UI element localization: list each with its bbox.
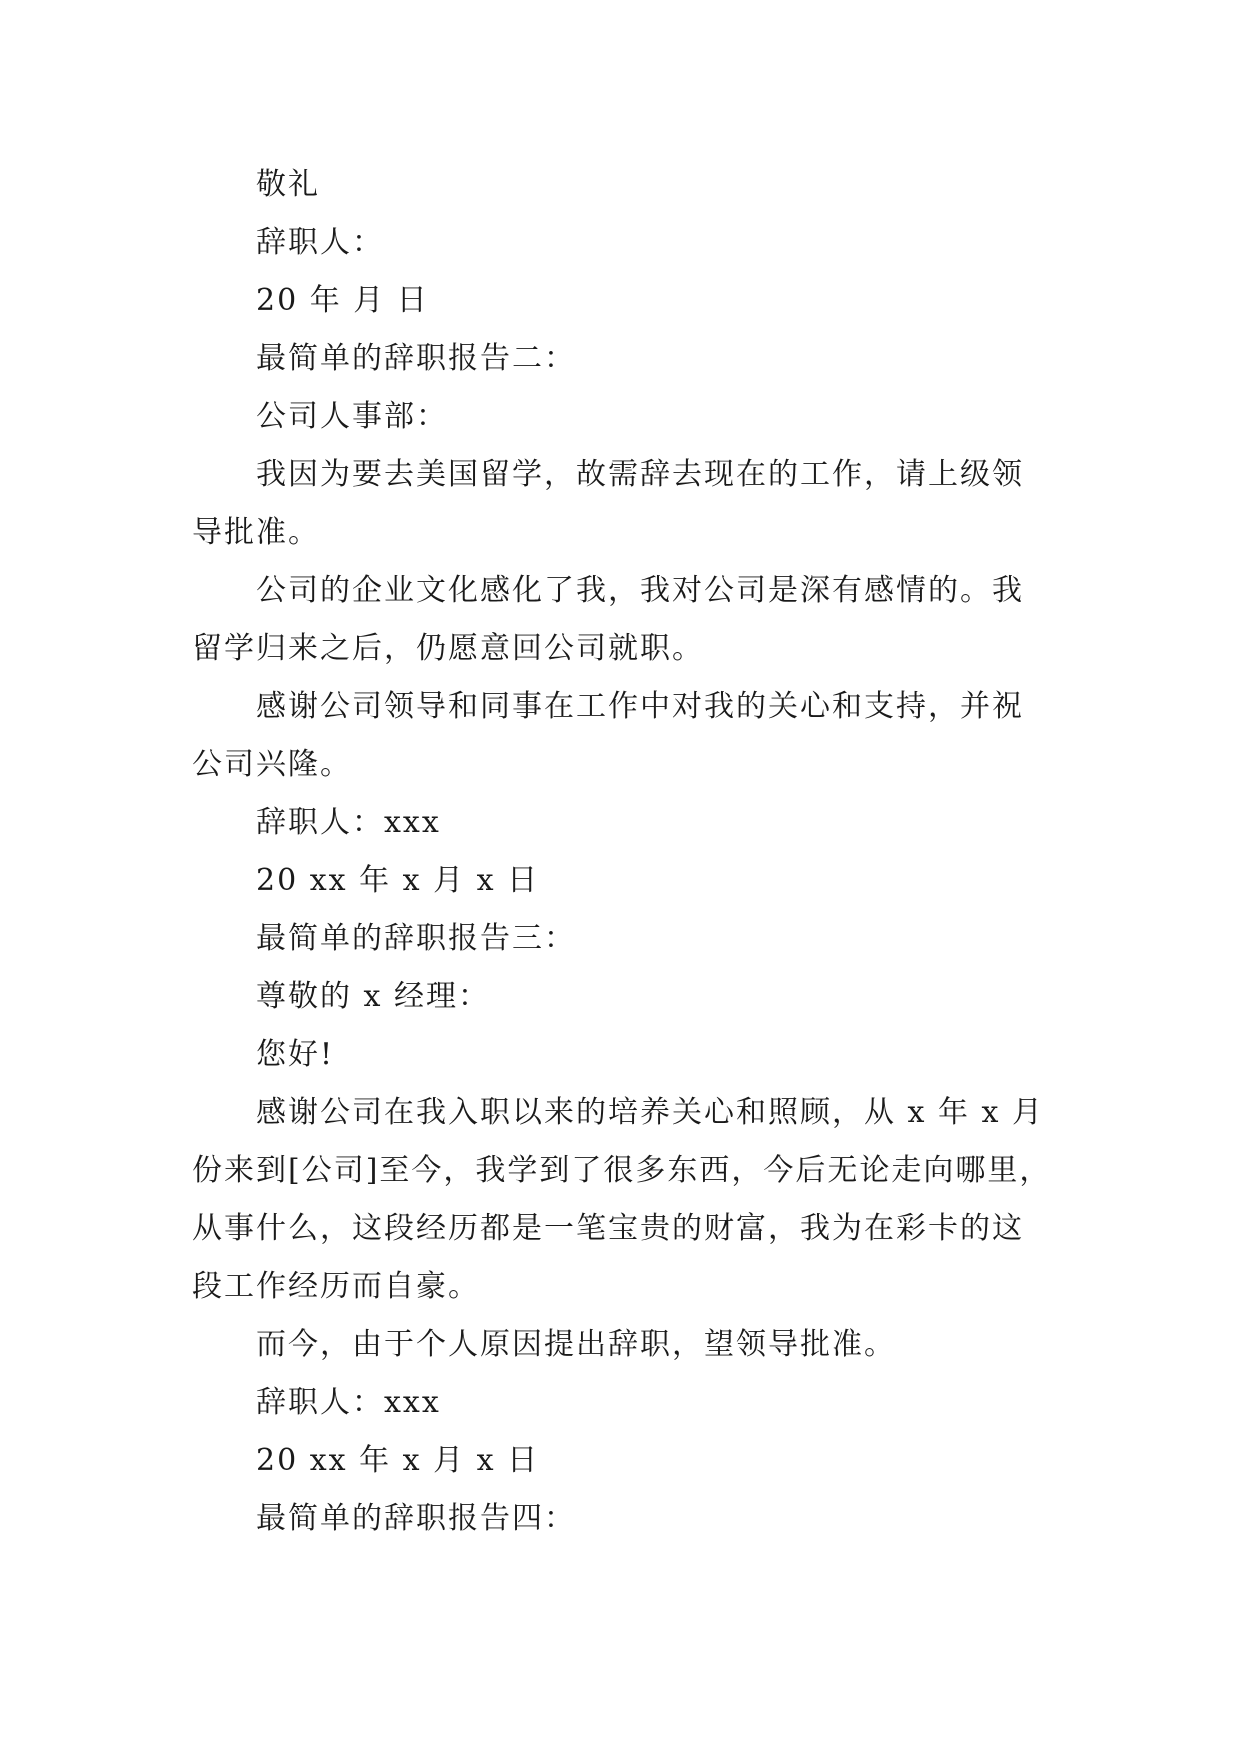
- body-paragraph: 感谢公司领导和同事在工作中对我的关心和支持，并祝公司兴隆。: [192, 689, 1024, 782]
- section-heading-2: 最简单的辞职报告二：: [256, 341, 576, 376]
- signer-line: 辞职人：xxx: [256, 805, 441, 840]
- date-line: 20 年 月 日: [256, 283, 429, 318]
- closing-salutation: 敬礼: [256, 167, 320, 202]
- date-line: 20 xx 年 x 月 x 日: [256, 1443, 540, 1478]
- body-paragraph: 公司的企业文化感化了我，我对公司是深有感情的。我留学归来之后，仍愿意回公司就职。: [192, 573, 1024, 666]
- document-page: [192, 156, 1052, 1548]
- signer-line: 辞职人：xxx: [256, 1385, 441, 1420]
- body-line: 而今，由于个人原因提出辞职，望领导批准。: [256, 1327, 896, 1362]
- section-heading-3: 最简单的辞职报告三：: [256, 921, 576, 956]
- section-heading-4: 最简单的辞职报告四：: [256, 1501, 576, 1536]
- body-paragraph: 感谢公司在我入职以来的培养关心和照顾，从 x 年 x 月份来到[公司]至今，我学到了很多东西，今后无论走向哪里，从事什么，这段经历都是一笔宝贵的财富，我为在彩卡的这段工作经历而自豪。: [192, 1095, 1052, 1304]
- signer-label: 辞职人：: [256, 225, 384, 260]
- greeting-line: 您好!: [256, 1037, 335, 1072]
- body-paragraph: 我因为要去美国留学，故需辞去现在的工作，请上级领导批准。: [192, 457, 1024, 550]
- date-line: 20 xx 年 x 月 x 日: [256, 863, 540, 898]
- recipient-line: 公司人事部：: [256, 399, 448, 434]
- recipient-line: 尊敬的 x 经理：: [256, 979, 490, 1014]
